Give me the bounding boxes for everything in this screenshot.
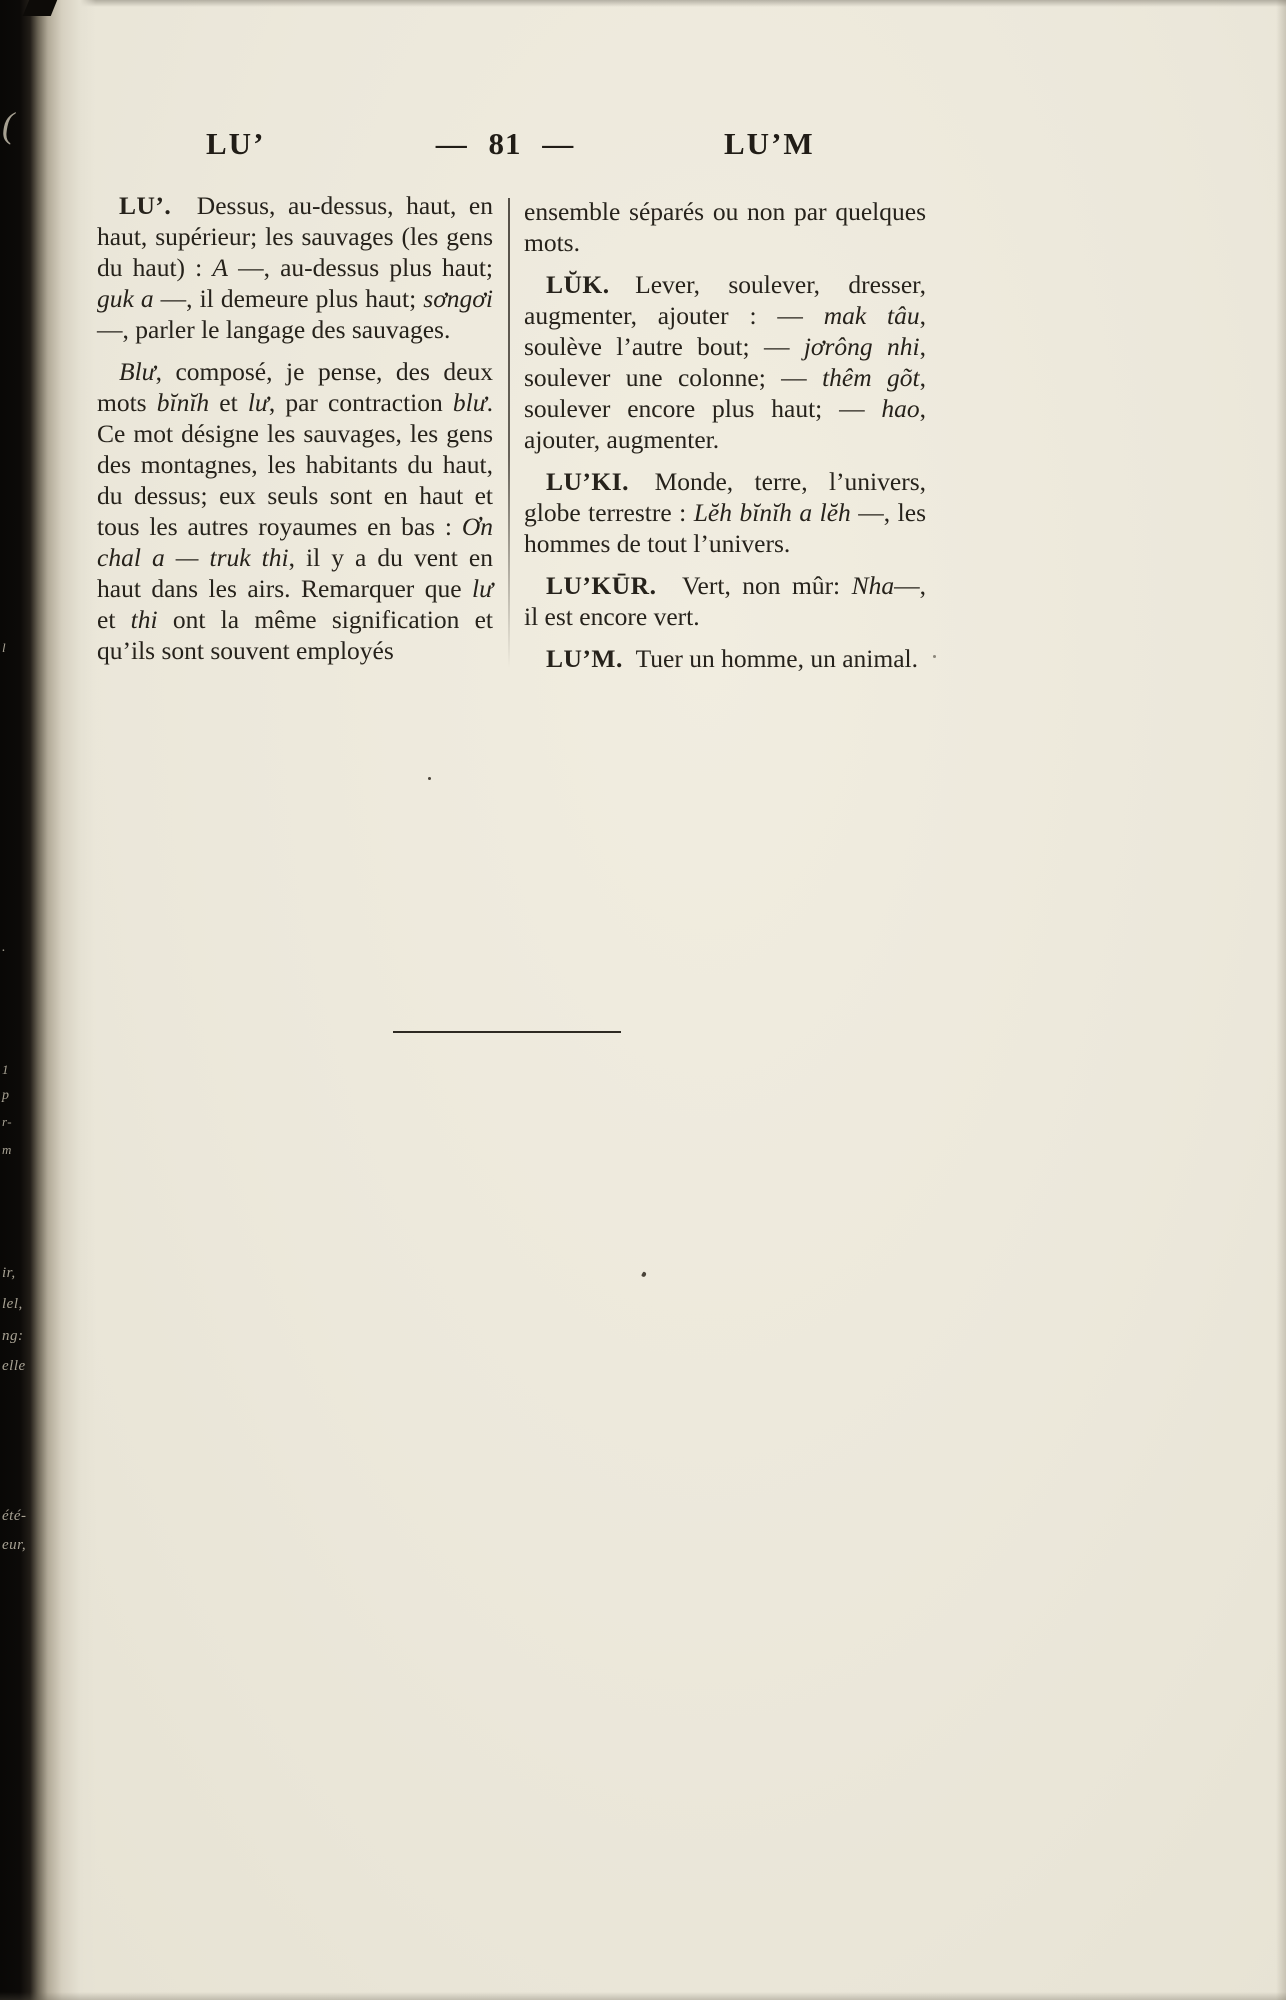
text-run: et (97, 605, 131, 634)
edge-bleed-text: m (2, 1142, 12, 1157)
header-right-guideword: LU’M (724, 126, 815, 161)
italic-term: lư (472, 574, 493, 603)
text-run: ensemble séparés ou non par quelques mots. (524, 197, 926, 257)
text-run: Monde, terre, l’univers, globe terrestre : (524, 467, 926, 527)
text-run: , ajouter, augmenter. (524, 394, 926, 454)
edge-bleed-text: p (2, 1088, 10, 1103)
text-run: et (209, 388, 248, 417)
edge-bleed-text: ng: (2, 1328, 24, 1344)
italic-term: bĭnĭh (156, 388, 210, 417)
italic-term: sơngơi (423, 284, 493, 313)
text-run: . Ce mot désigne les sauvages, les gens des montagnes, les habitants du haut, du dessus; eux seuls sont en haut et tous les autres royaumes en bas : (97, 388, 494, 541)
left-column (97, 190, 493, 666)
italic-term: Blư (119, 357, 156, 386)
text-run: —, parler le langage des sauvages. (97, 315, 451, 344)
text-run: —, il demeure plus haut; (153, 284, 424, 313)
paragraph (524, 643, 926, 674)
text-run: , soulever encore plus haut; — (524, 363, 926, 423)
spine-dark-notch (23, 0, 57, 16)
edge-bleed-text: elle (2, 1358, 26, 1374)
italic-term: A (212, 253, 228, 282)
paragraph (524, 466, 926, 559)
edge-bleed-text: eur, (2, 1537, 27, 1553)
edge-bleed-text: . (2, 940, 6, 955)
ink-speck (641, 1271, 647, 1277)
paragraph (524, 196, 926, 258)
ink-speck (933, 655, 936, 658)
right-column (524, 196, 926, 674)
text-run: Lever, soulever, dresser, augmenter, ajouter : — (524, 270, 926, 330)
edge-bleed-text: été- (2, 1508, 27, 1524)
text-run: —, au-dessus plus haut; (227, 253, 493, 282)
italic-term: Ơn chal a — truk thi (97, 512, 493, 572)
italic-term: thi (130, 605, 158, 634)
text-run: , il y a du vent en haut dans les airs. Remarquer que (97, 543, 493, 603)
italic-term: blư (452, 388, 487, 417)
edge-bleed-text: 1 (2, 1062, 9, 1077)
edge-bleed-text: ( (2, 105, 15, 145)
page-header (0, 126, 1286, 172)
book-spine-shadow (0, 0, 96, 2000)
edge-bleed-text: r- (2, 1114, 13, 1129)
page-bottom-edge-shadow (0, 1992, 1286, 2000)
italic-term: thêm gõt (822, 363, 920, 392)
italic-term: Lĕh bĭnĭh a lĕh (693, 498, 851, 527)
italic-term: guk a (97, 284, 154, 313)
italic-term: Nha (851, 571, 895, 600)
text-run: ont la même signification et qu’ils sont souvent employés (97, 605, 493, 665)
ink-speck (428, 777, 431, 780)
page-number: — 81 — (435, 126, 575, 161)
edge-bleed-text: ir, (2, 1265, 16, 1281)
header-left-guideword: LU’ (206, 126, 266, 161)
text-run: —, les hommes de tout l’univers. (524, 498, 927, 558)
text-run: —, il est encore vert. (524, 571, 926, 631)
italic-term: lư (247, 388, 269, 417)
text-run: , composé, je pense, des deux mots (97, 357, 493, 417)
paragraph (524, 269, 926, 455)
section-end-rule (393, 1031, 621, 1033)
italic-term: mak tâu (823, 301, 920, 330)
text-run: Vert, non mûr: (656, 571, 852, 600)
entry-headword: LU’KŪR. (546, 571, 657, 600)
italic-term: hao (881, 394, 920, 423)
paragraph (97, 356, 493, 666)
text-run: , soulève l’autre bout; — (524, 301, 926, 361)
paragraph (97, 190, 493, 345)
italic-term: jơrông nhi (803, 332, 920, 361)
text-run: Dessus, au-dessus, haut, en haut, supérieur; les sauvages (les gens du haut) : (97, 191, 493, 282)
paragraph (524, 570, 926, 632)
text-run: , par contraction (268, 388, 453, 417)
text-run: , soulever une colonne; — (524, 332, 927, 392)
text-run: Tuer un homme, un animal. (622, 644, 918, 673)
entry-headword: LU’M. (546, 644, 623, 673)
column-divider-rule (508, 198, 510, 668)
entry-headword: LU’. (119, 191, 172, 220)
edge-bleed-text: l (2, 640, 7, 655)
entry-headword: LU’KI. (546, 467, 630, 496)
entry-headword: LŬK. (546, 270, 610, 299)
edge-bleed-text: lel, (2, 1296, 23, 1312)
